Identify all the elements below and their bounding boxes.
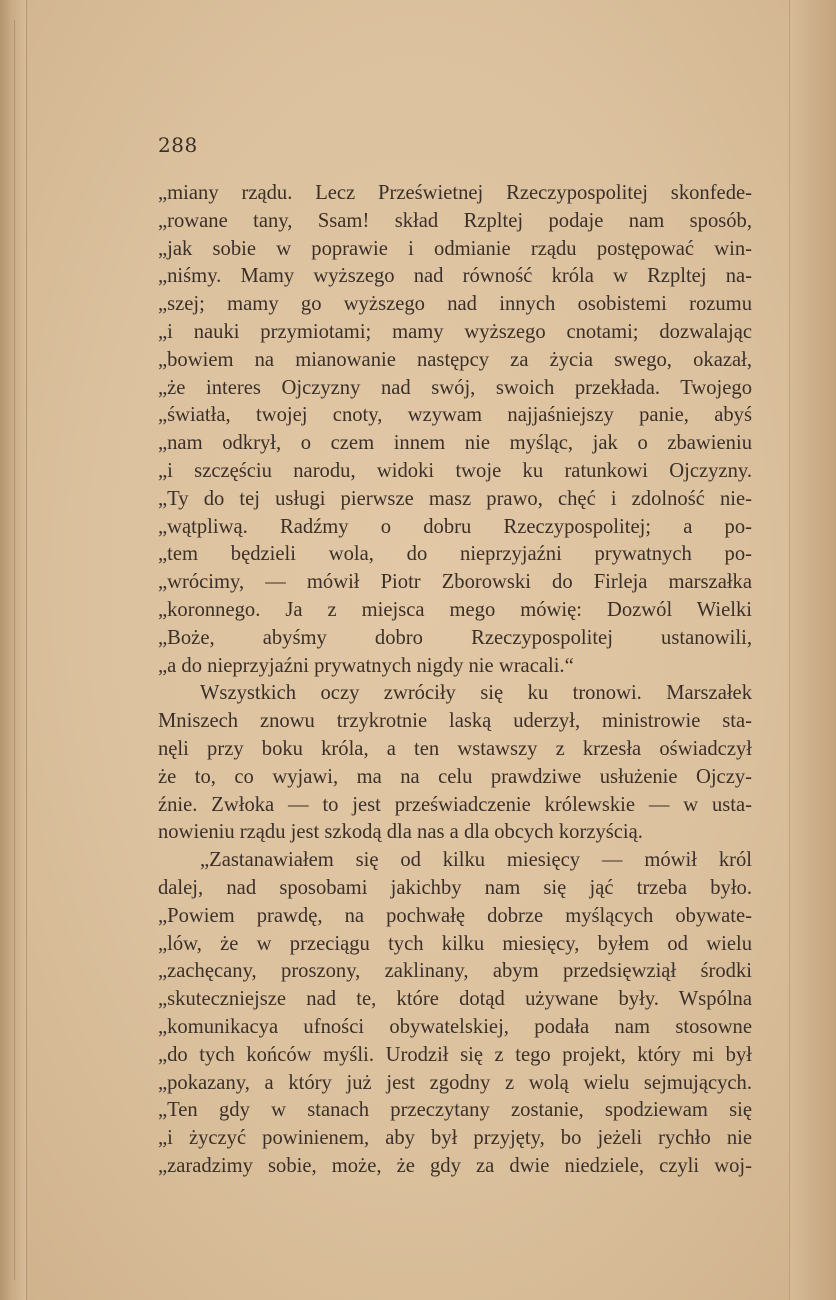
text-line: „jak sobie w poprawie i odmianie rządu postępować win- <box>158 237 752 260</box>
text-line: „wątpliwą. Radźmy o dobru Rzeczypospolitej; a po- <box>158 515 752 538</box>
text-line: „i szczęściu narodu, widoki twoje ku ratunkowi Ojczyzny. <box>158 459 752 482</box>
text-line: „skuteczniejsze nad te, które dotąd używane były. Wspólna <box>158 988 752 1011</box>
text-line: „Powiem prawdę, na pochwałę dobrze myślących obywate- <box>158 904 752 927</box>
text-line: „bowiem na mianowanie następcy za życia swego, okazał, <box>158 348 752 371</box>
book-spine-shadow <box>0 0 27 1300</box>
text-line: „pokazany, a który już jest zgodny z wolą wielu sejmujących. <box>158 1071 752 1094</box>
body-text <box>158 180 752 1181</box>
text-line: nęli przy boku króla, a ten wstawszy z krzesła oświadczył <box>158 737 752 760</box>
text-line: „rowane tany, Ssam! skład Rzpltej podaje nam sposób, <box>158 209 752 232</box>
text-line: „niśmy. Mamy wyższego nad równość króla w Rzpltej na- <box>158 265 752 288</box>
text-line: nowieniu rządu jest szkodą dla nas a dla obcych korzyścią. <box>158 821 643 844</box>
text-line: „że interes Ojczyzny nad swój, swoich przekłada. Twojego <box>158 376 752 399</box>
text-line: „a do nieprzyjaźni prywatnych nigdy nie wracali.“ <box>158 654 574 677</box>
text-line: „Ten gdy w stanach przeczytany zostanie, spodziewam się <box>158 1099 752 1122</box>
text-line: „Ty do tej usługi pierwsze masz prawo, chęć i zdolność nie- <box>158 487 752 510</box>
text-line: „szej; mamy go wyższego nad innych osobistemi rozumu <box>158 293 752 316</box>
text-line: „nam odkrył, o czem innem nie myśląc, jak o zbawieniu <box>158 432 752 455</box>
text-line: „tem będzieli wola, do nieprzyjaźni prywatnych po- <box>158 543 752 566</box>
text-line: „komunikacya ufności obywatelskiej, podała nam stosowne <box>158 1015 752 1038</box>
text-line: „wrócimy, — mówił Piotr Zborowski do Firleja marszałka <box>158 571 752 594</box>
text-line: źnie. Zwłoka — to jest przeświadczenie królewskie — w usta- <box>158 793 752 816</box>
text-line: dalej, nad sposobami jakichby nam się jąć trzeba było. <box>158 876 752 899</box>
text-line: „do tych końców myśli. Urodził się z tego projekt, który mi był <box>158 1043 752 1066</box>
text-line: Mniszech znowu trzykrotnie laską uderzył, ministrowie sta- <box>158 710 752 733</box>
text-line: „światła, twojej cnoty, wzywam najjaśniejszy panie, abyś <box>158 404 752 427</box>
text-line: „i nauki przymiotami; mamy wyższego cnotami; dozwalając <box>158 320 752 343</box>
text-line: Wszystkich oczy zwróciły się ku tronowi. Marszałek <box>200 682 752 705</box>
text-line: „Zastanawiałem się od kilku miesięcy — mówił król <box>200 849 752 872</box>
page-right-edge <box>789 0 836 1300</box>
text-line: „zachęcany, proszony, zaklinany, abym przedsięwziął środki <box>158 960 752 983</box>
text-line: „miany rządu. Lecz Prześwietnej Rzeczypospolitej skonfede- <box>158 182 752 204</box>
text-line: „koronnego. Ja z miejsca mego mówię: Dozwól Wielki <box>158 598 752 621</box>
text-line: „lów, że w przeciągu tych kilku miesięcy, byłem od wielu <box>158 932 752 955</box>
text-line: „Boże, abyśmy dobro Rzeczypospolitej ustanowili, <box>158 626 752 649</box>
text-line: „i życzyć powinienem, aby był przyjęty, bo jeżeli rychło nie <box>158 1127 752 1150</box>
binding-line <box>14 20 15 1280</box>
text-line: że to, co wyjawi, ma na celu prawdziwe usłużenie Ojczy- <box>158 765 752 788</box>
page-number: 288 <box>158 133 198 157</box>
text-line: „zaradzimy sobie, może, że gdy za dwie niedziele, czyli woj- <box>158 1154 752 1177</box>
